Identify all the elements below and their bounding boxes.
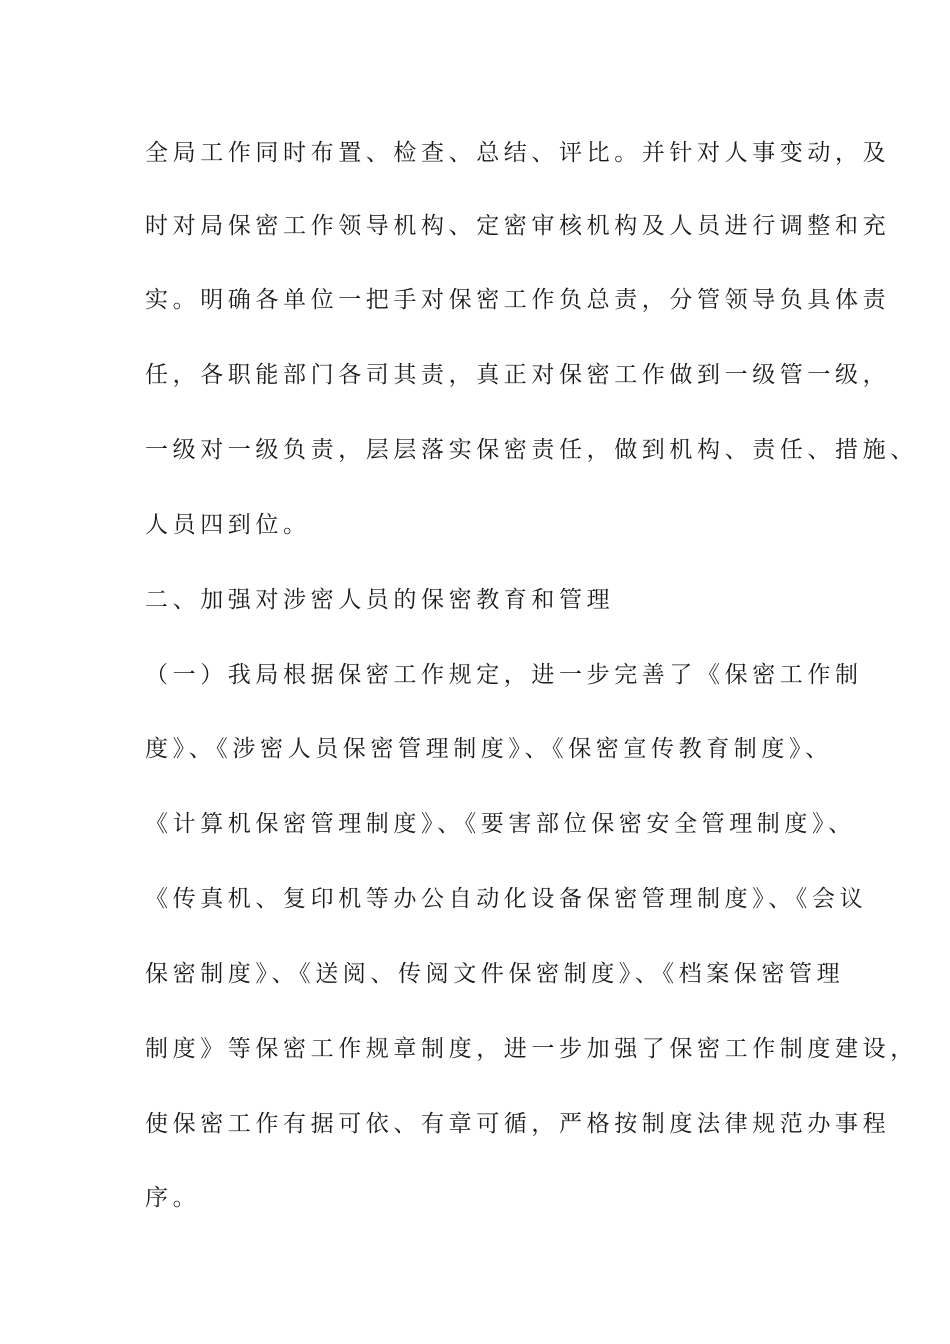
paragraph-line: 一级对一级负责，层层落实保密责任，做到机构、责任、措施、 <box>145 437 918 463</box>
paragraph-line: 任，各职能部门各司其责，真正对保密工作做到一级管一级， <box>145 362 891 388</box>
paragraph-line: 制度》等保密工作规章制度，进一步加强了保密工作制度建设， <box>145 1036 918 1062</box>
paragraph-line: 全局工作同时布置、检查、总结、评比。并针对人事变动，及 <box>145 140 891 166</box>
paragraph-line: 度》、《涉密人员保密管理制度》、《保密宣传教育制度》、 <box>145 736 833 762</box>
paragraph-line: 序。 <box>145 1185 201 1211</box>
paragraph-line: 实。明确各单位一把手对保密工作负总责，分管领导负具体责 <box>145 287 891 313</box>
paragraph-line: 时对局保密工作领导机构、定密审核机构及人员进行调整和充 <box>145 213 891 239</box>
paragraph-line: 使保密工作有据可依、有章可循，严格按制度法律规范办事程 <box>145 1111 891 1137</box>
paragraph-line: 《传真机、复印机等办公自动化设备保密管理制度》、《会议 <box>145 886 868 912</box>
paragraph-line: 人员四到位。 <box>145 512 311 538</box>
paragraph-line: （一）我局根据保密工作规定，进一步完善了《保密工作制 <box>145 662 863 688</box>
paragraph-line: 《计算机保密管理制度》、《要害部位保密安全管理制度》、 <box>145 811 856 837</box>
paragraph-line: 保密制度》、《送阅、传阅文件保密制度》、《档案保密管理 <box>145 961 845 987</box>
section-heading: 二、加强对涉密人员的保密教育和管理 <box>145 587 615 613</box>
